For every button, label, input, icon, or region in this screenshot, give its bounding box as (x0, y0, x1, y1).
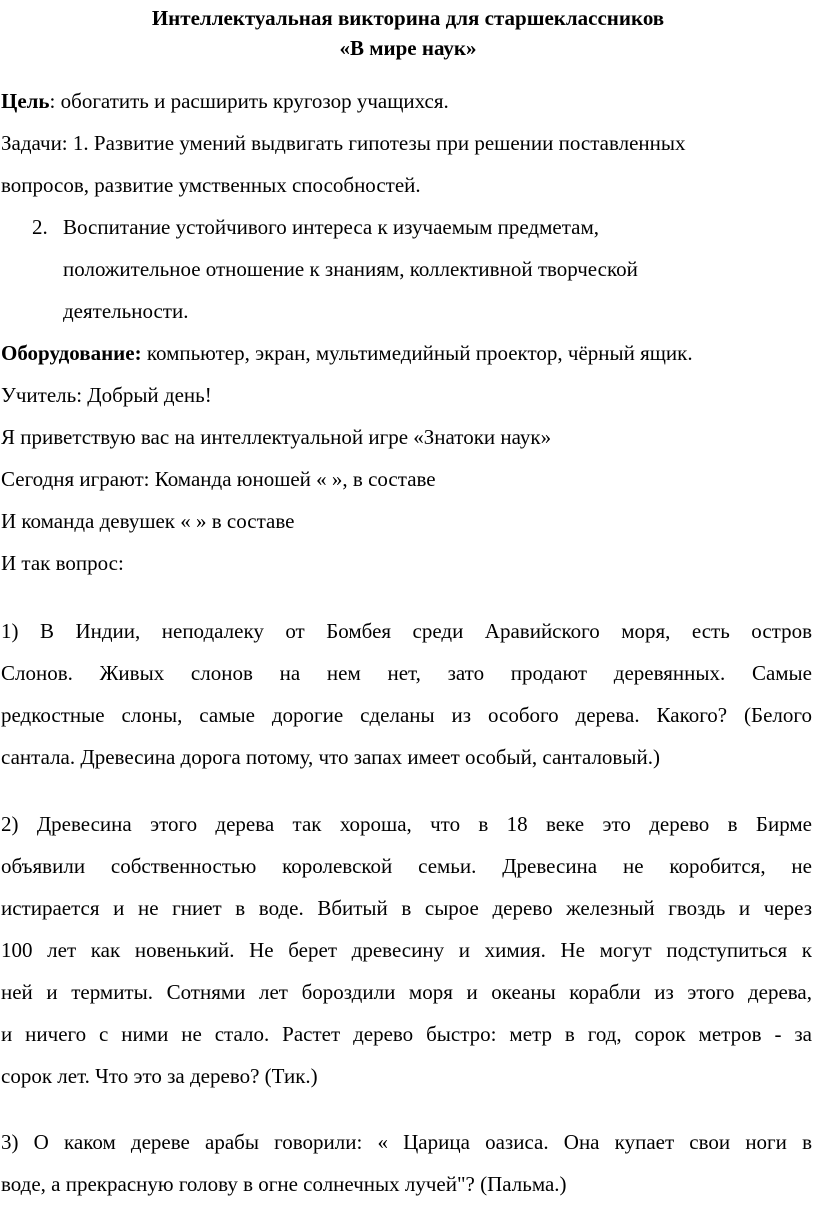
task-2-number: 2. (32, 215, 48, 239)
tasks-label: Задачи: (1, 131, 68, 155)
intro-line-3: Сегодня играют: Команда юношей « », в составе (1, 467, 436, 491)
document-title-line-1: Интеллектуальная викторина для старшеклассников (151, 6, 665, 30)
task-2-line-1: Воспитание устойчивого интереса к изучаемым предметам, (63, 215, 600, 239)
question-3-line-2: воде, а прекрасную голову в огне солнечных лучей"? (Пальма.) (1, 1172, 567, 1196)
equipment-text: компьютер, экран, мультимедийный проектор, чёрный ящик. (141, 341, 693, 365)
intro-line-1: Учитель: Добрый день! (1, 383, 212, 407)
question-2-line-1: 2) Древесина этого дерева так хороша, что в 18 веке это дерево в Бирме (1, 812, 812, 836)
question-2-line-2: объявили собственностью королевской семьи. Древесина не коробится, не (1, 854, 812, 878)
question-1-line-1: 1) В Индии, неподалеку от Бомбея среди Аравийского моря, есть остров (1, 619, 812, 643)
question-2-line-4: 100 лет как новенький. Не берет древесину и химия. Не могут подступиться к (1, 938, 812, 962)
question-2-line-5: ней и термиты. Сотнями лет бороздили моря и океаны корабли из этого дерева, (1, 980, 812, 1004)
task-2-line-3: деятельности. (63, 299, 189, 323)
goal-text: : обогатить и расширить кругозор учащихся. (49, 89, 449, 113)
question-2-line-6: и ничего с ними не стало. Растет дерево быстро: метр в год, сорок метров - за (1, 1022, 812, 1046)
question-2-line-7: сорок лет. Что это за дерево? (Тик.) (1, 1064, 318, 1088)
question-1-line-4: сантала. Древесина дорога потому, что запах имеет особый, санталовый.) (1, 745, 660, 769)
tasks-line-1 (1, 129, 685, 157)
document-title-line-2: «В мире наук» (339, 36, 477, 60)
intro-line-5: И так вопрос: (1, 551, 124, 575)
task-1-line-2: вопросов, развитие умственных способностей. (1, 173, 421, 197)
equipment-line (1, 339, 693, 367)
goal-label: Цель (1, 89, 50, 113)
question-1-line-3: редкостные слоны, самые дорогие сделаны из особого дерева. Какого? (Белого (1, 703, 812, 727)
intro-line-2: Я приветствую вас на интеллектуальной игре «Знатоки наук» (1, 425, 552, 449)
task-1-line-1: 1. Развитие умений выдвигать гипотезы при решении поставленных (67, 131, 686, 155)
intro-line-4: И команда девушек « » в составе (1, 509, 295, 533)
equipment-label: Оборудование: (1, 341, 142, 365)
goal-line (1, 87, 449, 115)
question-3-line-1: 3) О каком дереве арабы говорили: « Царица оазиса. Она купает свои ноги в (1, 1130, 812, 1154)
question-1-line-2: Слонов. Живых слонов на нем нет, зато продают деревянных. Самые (1, 661, 812, 685)
task-2-line-2: положительное отношение к знаниям, коллективной творческой (63, 257, 638, 281)
question-2-line-3: истирается и не гниет в воде. Вбитый в сырое дерево железный гвоздь и через (1, 896, 812, 920)
